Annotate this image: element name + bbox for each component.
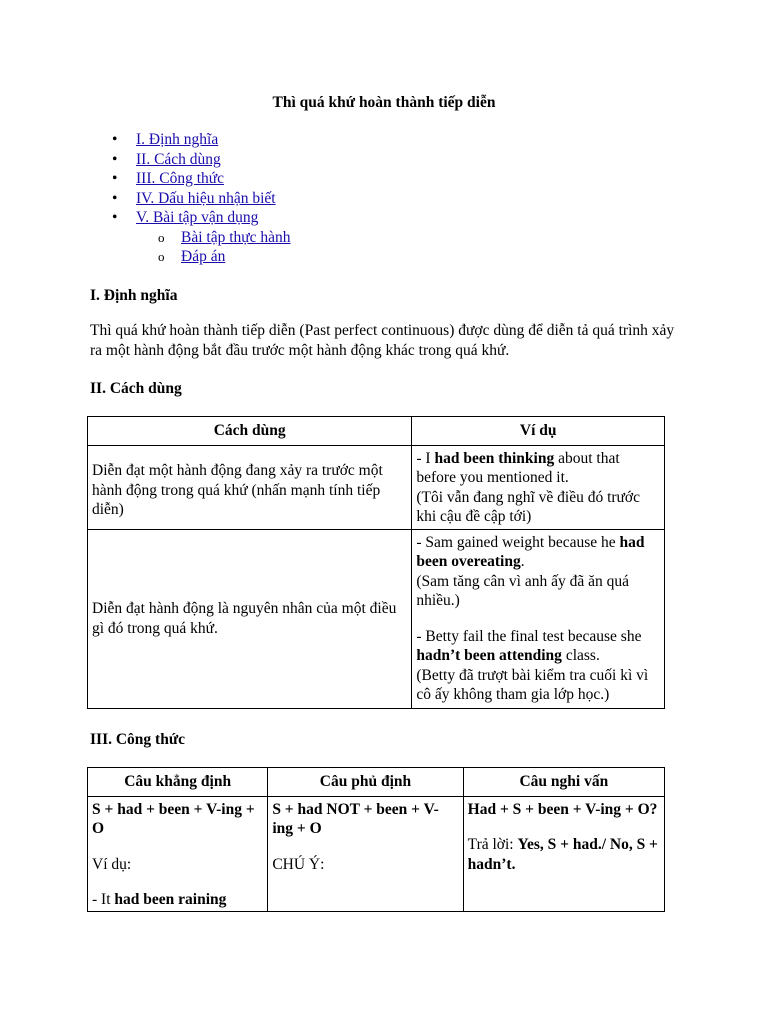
example-highlight: had been overeating	[416, 533, 645, 570]
table-header-cell: Cách dùng	[88, 417, 412, 446]
example-translation: (Sam tăng cân vì anh ấy đã ăn quá nhiều.)	[416, 572, 629, 609]
toc-link-dau-hieu[interactable]: IV. Dấu hiệu nhận biết	[136, 189, 276, 207]
example-text: - Betty fail the final test because she	[416, 627, 642, 645]
affirmative-formula: S + had + been + V-ing + O	[92, 800, 255, 837]
section-heading-definition: I. Định nghĩa	[90, 287, 178, 304]
table-header-row	[88, 417, 665, 446]
question-cell	[463, 796, 664, 911]
example-highlight: had been raining	[114, 891, 227, 908]
toc-link-bai-tap-thuc-hanh[interactable]: Bài tập thực hành	[181, 228, 291, 246]
answer-label: Trả lời:	[467, 836, 518, 853]
usage-text: Diễn đạt một hành động đang xảy ra trước một hành động trong quá khứ (nhấn mạnh tính tiếp diễn)	[92, 462, 383, 519]
example-highlight: had been thinking	[434, 449, 555, 467]
toc-item	[90, 169, 291, 189]
usage-cell	[88, 529, 412, 708]
table-row	[88, 529, 665, 708]
example-label: Ví dụ:	[92, 855, 132, 873]
section-heading-usage: II. Cách dùng	[90, 380, 182, 397]
example-highlight: hadn’t been attending	[416, 647, 562, 664]
usage-cell	[88, 445, 412, 529]
example-translation: (Betty đã trượt bài kiểm tra cuối kì vì cô ấy không tham gia lớp học.)	[416, 666, 649, 703]
note-label: CHÚ Ý:	[272, 855, 325, 873]
example-translation: (Tôi vẫn đang nghĩ về điều đó trước khi cậu đề cập tới)	[416, 488, 641, 525]
answer-formula: Yes, S + had./ No, S + hadn’t.	[467, 836, 658, 873]
negative-cell	[268, 796, 463, 911]
example-text: class.	[561, 647, 600, 664]
toc-link-cach-dung[interactable]: II. Cách dùng	[136, 150, 221, 168]
page-title: Thì quá khứ hoàn thành tiếp diễn	[272, 94, 496, 111]
table-header-cell: Câu phủ định	[268, 768, 463, 797]
usage-table	[87, 416, 665, 709]
question-formula: Had + S + been + V-ing + O?	[467, 800, 658, 818]
table-row	[88, 796, 665, 911]
toc-item	[90, 208, 291, 228]
example-text: .	[520, 553, 525, 570]
toc-link-cong-thuc[interactable]: III. Công thức	[136, 170, 225, 187]
negative-formula: S + had NOT + been + V-ing + O	[272, 800, 439, 837]
formula-table	[87, 767, 665, 912]
example-text: - Sam gained weight because he	[416, 533, 620, 551]
toc-item	[90, 150, 291, 170]
example-cell	[412, 529, 665, 708]
toc-subitem	[90, 228, 291, 248]
table-header-row	[88, 768, 665, 797]
table-header-cell: Câu nghi vấn	[463, 768, 664, 797]
section-heading-formula: III. Công thức	[90, 731, 185, 748]
table-row	[88, 445, 665, 529]
affirmative-cell	[88, 796, 268, 911]
example-text: about that before you mentioned it.	[416, 449, 620, 486]
definition-paragraph: Thì quá khứ hoàn thành tiếp diễn (Past perfect continuous) được dùng để diễn tả quá trình xảy ra một hành động bắt đầu trước một hành động khác trong quá khứ.	[90, 322, 675, 359]
toc-item	[90, 130, 291, 150]
usage-text: Diễn đạt hành động là nguyên nhân của một điều gì đó trong quá khứ.	[92, 600, 397, 637]
toc-link-bai-tap[interactable]: V. Bài tập vận dụng	[136, 209, 259, 226]
toc-link-dap-an[interactable]: Đáp án	[181, 248, 226, 265]
toc-subitem	[90, 247, 291, 267]
table-of-contents	[90, 130, 291, 267]
toc-item	[90, 189, 291, 209]
toc-link-dinh-nghia[interactable]: I. Định nghĩa	[136, 131, 219, 148]
example-text: - I	[416, 449, 435, 467]
table-header-cell: Ví dụ	[412, 417, 665, 446]
table-header-cell: Câu khẳng định	[88, 768, 268, 797]
example-cell	[412, 445, 665, 529]
example-text: - It	[92, 891, 115, 908]
